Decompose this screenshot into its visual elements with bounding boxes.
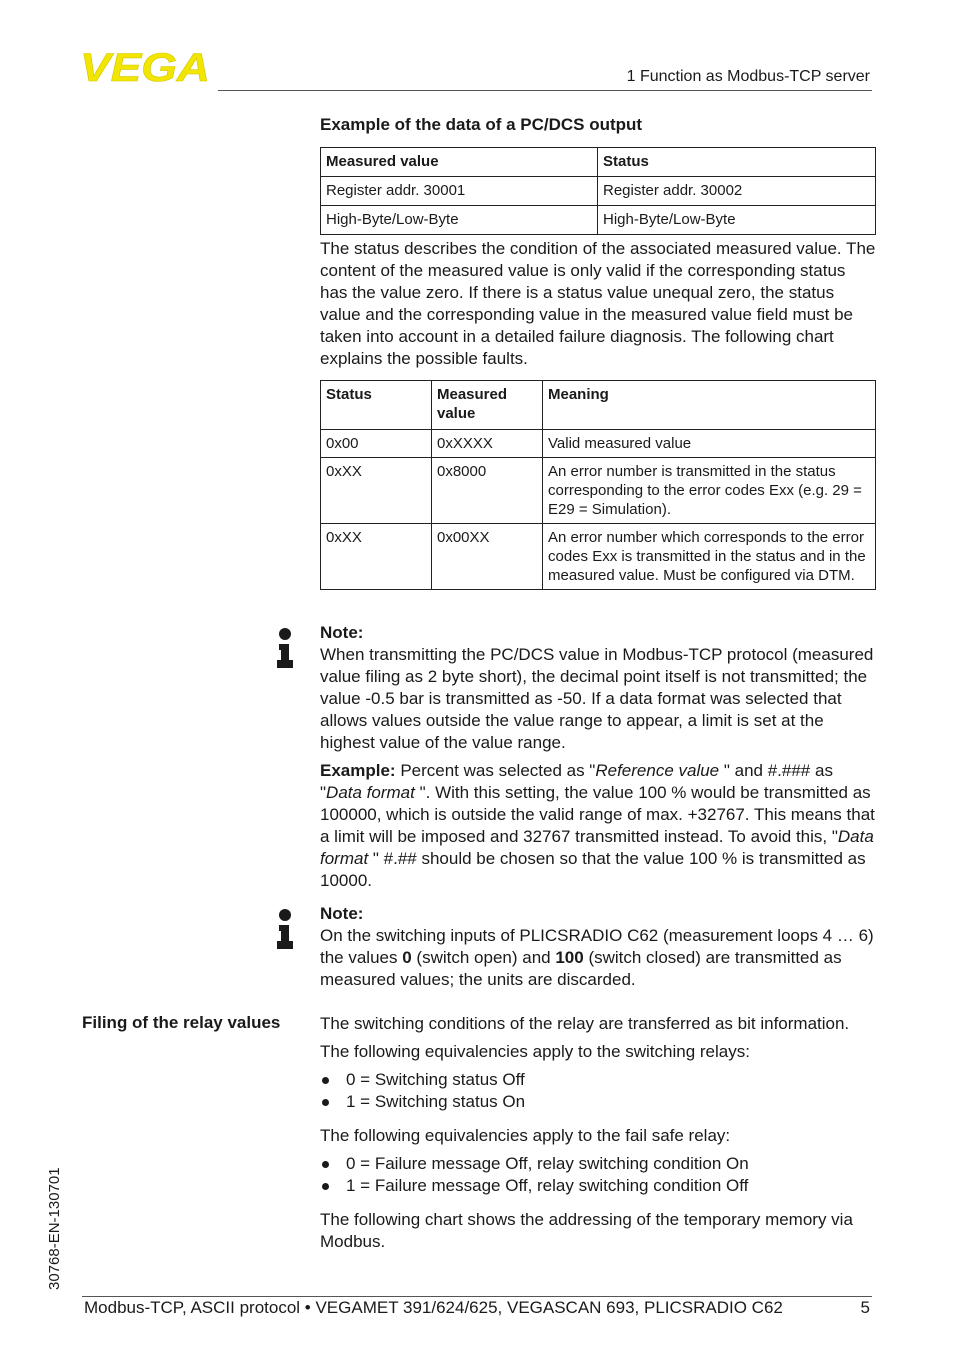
relay-side-label: Filing of the relay values <box>82 1013 281 1032</box>
table-cell: 0xXXXX <box>432 430 543 458</box>
example-text: " and #.### as " <box>320 761 833 802</box>
table-row <box>321 458 876 524</box>
relay-section <box>320 1013 876 1253</box>
list-item: 1 = Switching status On <box>320 1091 876 1113</box>
table-cell: Register addr. 30002 <box>598 177 876 206</box>
note-bold: 100 <box>555 948 584 967</box>
table-header-cell: Measured value <box>432 381 543 430</box>
note-text-part: (switch closed) are transmitted as measured values; the units are discarded. <box>320 948 842 989</box>
table-cell: High-Byte/Low-Byte <box>321 206 598 235</box>
note-text-part: On the switching inputs of PLICSRADIO C62 (measurement loops 4 … 6) the values <box>320 926 874 967</box>
example-italic: Data format <box>326 783 415 802</box>
info-icon <box>276 628 294 668</box>
table-header-cell: Status <box>321 381 432 430</box>
list-item: 0 = Failure message Off, relay switching condition On <box>320 1153 876 1175</box>
relay-p2: The following equivalencies apply to the switching relays: <box>320 1042 750 1061</box>
table-cell: 0x8000 <box>432 458 543 524</box>
example-italic: Reference value <box>595 761 720 780</box>
example-text: Percent was selected as " <box>395 761 596 780</box>
table-header-cell: Status <box>598 148 876 177</box>
table-cell: 0x00 <box>321 430 432 458</box>
note-text <box>320 925 876 991</box>
note-title: Note: <box>320 904 364 923</box>
table-row <box>321 430 876 458</box>
page-number: 5 <box>860 1298 870 1317</box>
table-cell: An error number is transmitted in the status corresponding to the error codes Exx (e.g. 29 = E29 = Simulation). <box>543 458 876 524</box>
note-block <box>320 903 876 991</box>
note-text: When transmitting the PC/DCS value in Modbus-TCP protocol (measured value filing as 2 byte short), the decimal point itself is not transmitted; the value -0.5 bar is transmitted as -50. If a data format was selected that allows values outside the value range to appear, a limit is set at the highest value of the value range. <box>320 645 874 752</box>
table-cell: Valid measured value <box>543 430 876 458</box>
status-description: The status describes the condition of the associated measured value. The content of the measured value is only valid if the corresponding status has the value zero. If there is a status value unequal zero, the status value and the corresponding value in the measured value field must be taken into account in a detailed failure diagnosis. The following chart explains the possible faults. <box>320 239 876 368</box>
list-item: 0 = Switching status Off <box>320 1069 876 1091</box>
info-icon <box>276 909 294 949</box>
example-text: ". With this setting, the value 100 % would be transmitted as 100000, which is outside the valid range of max. +32767. This means that a limit will be imposed and 32767 transmitted instead. To avoid this, " <box>320 783 875 846</box>
table-row <box>321 524 876 590</box>
table-cell: Register addr. 30001 <box>321 177 598 206</box>
note-block <box>320 622 876 892</box>
vega-logo <box>80 50 212 84</box>
note-example <box>320 760 876 892</box>
table-row <box>321 177 876 206</box>
table-row <box>321 206 876 235</box>
relay-p1: The switching conditions of the relay are transferred as bit information. <box>320 1014 850 1033</box>
table-cell: An error number which corresponds to the error codes Exx is transmitted in the status and in the measured value. Must be configured via DTM. <box>543 524 876 590</box>
register-table <box>320 147 876 235</box>
note-title: Note: <box>320 623 364 642</box>
section-title: 1 Function as Modbus-TCP server <box>626 68 870 85</box>
note-text-part: (switch open) and <box>411 948 556 967</box>
table-cell: 0x00XX <box>432 524 543 590</box>
table-header-cell: Meaning <box>543 381 876 430</box>
table-cell: 0xXX <box>321 524 432 590</box>
example-text: " #.## should be chosen so that the value 100 % is transmitted as 10000. <box>320 849 866 890</box>
table-header-row <box>321 148 876 177</box>
example-heading: Example of the data of a PC/DCS output <box>320 115 643 134</box>
footer-title: Modbus-TCP, ASCII protocol • VEGAMET 391/624/625, VEGASCAN 693, PLICSRADIO C62 <box>84 1298 783 1317</box>
footer-divider <box>82 1296 872 1297</box>
relay-p4: The following chart shows the addressing of the temporary memory via Modbus. <box>320 1210 853 1251</box>
failsafe-list <box>320 1153 876 1197</box>
doc-number: 30768-EN-130701 <box>46 1167 63 1290</box>
table-cell: High-Byte/Low-Byte <box>598 206 876 235</box>
note-bold: 0 <box>402 948 412 967</box>
list-item: 1 = Failure message Off, relay switching condition Off <box>320 1175 876 1197</box>
relay-p3: The following equivalencies apply to the fail safe relay: <box>320 1126 731 1145</box>
header-divider <box>218 90 872 91</box>
table-header-row <box>321 381 876 430</box>
switch-list <box>320 1069 876 1113</box>
faults-table <box>320 380 876 590</box>
table-cell: 0xXX <box>321 458 432 524</box>
table-header-cell: Measured value <box>321 148 598 177</box>
example-label: Example: <box>320 761 396 780</box>
example-italic: Data format <box>320 827 874 868</box>
logo-text: VEGA <box>80 50 210 84</box>
